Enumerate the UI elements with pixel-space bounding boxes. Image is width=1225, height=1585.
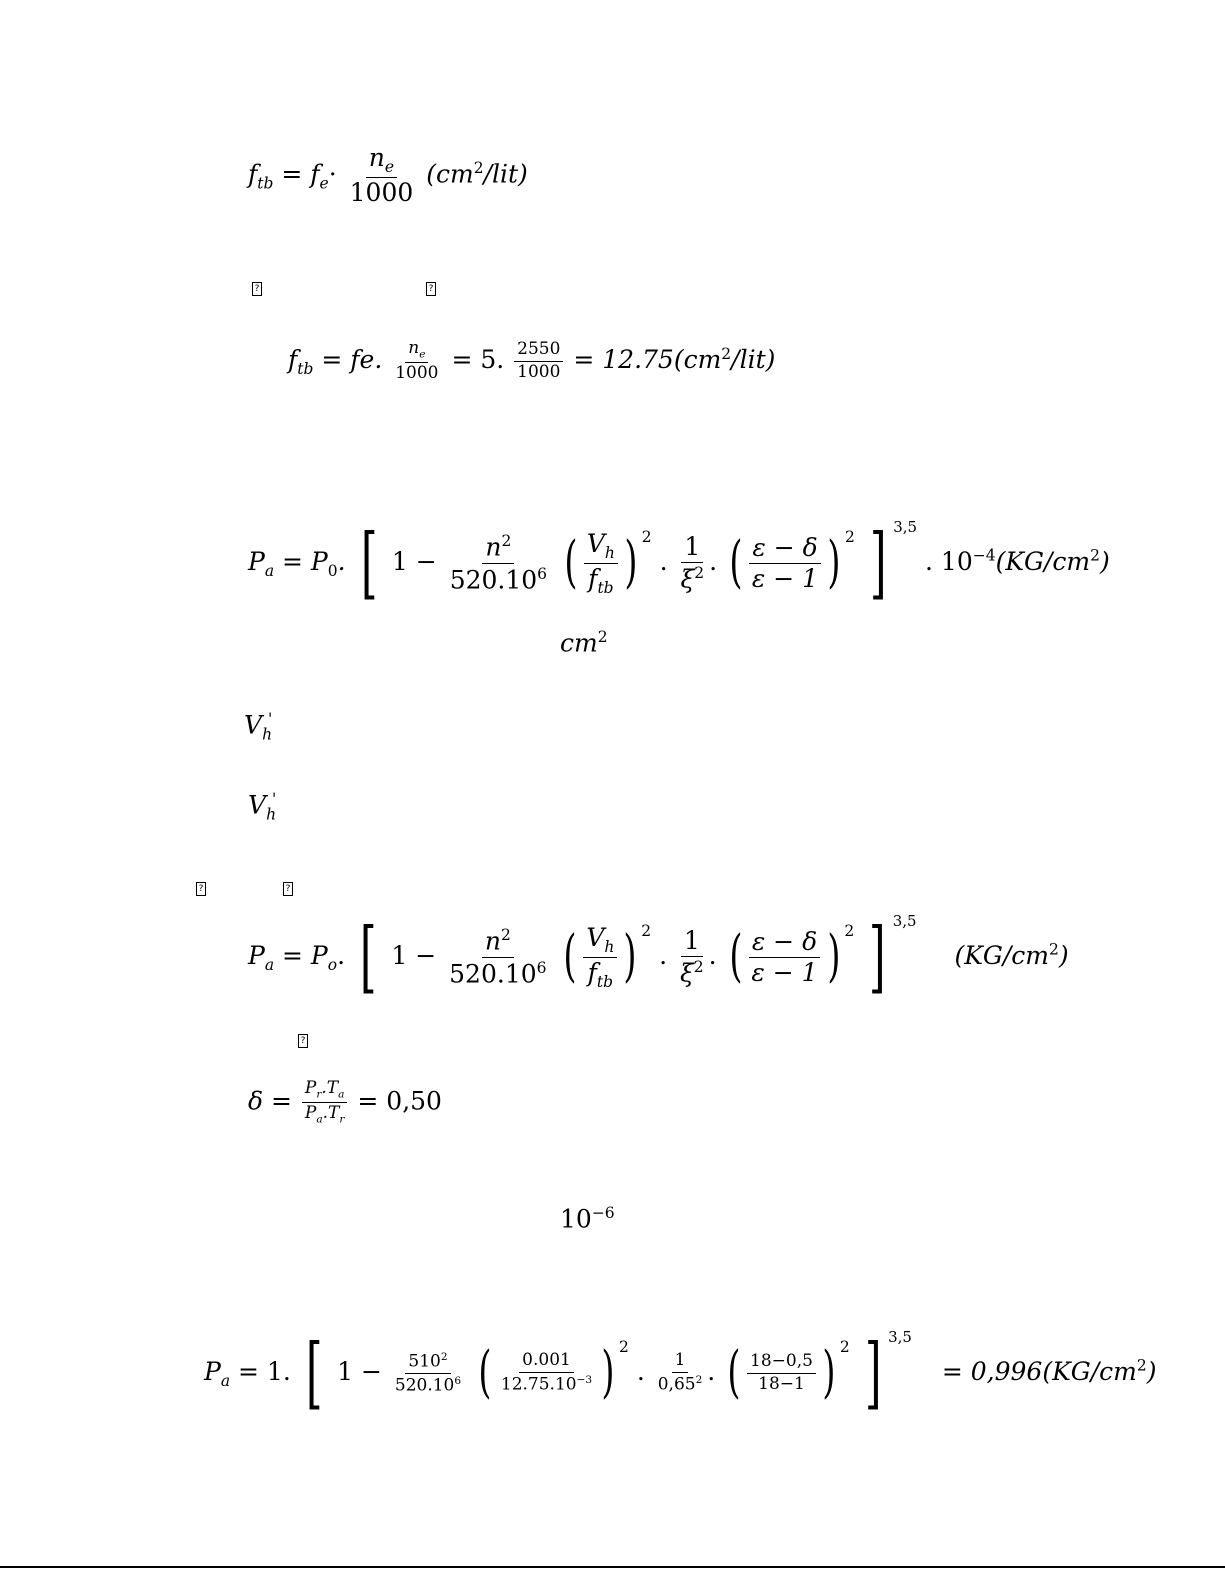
missing-glyph-icon: ? xyxy=(196,882,206,896)
equation-ftb-definition: $f_{tb} = f_e\cdot$ $\frac{n_e}{1000}$ $(cm^2/lit)$ xyxy=(248,143,528,208)
equation-ftb-calculation: $f_{tb}$ = fe. $\frac{n_e}{1000}$ = 5. $\frac{2550}{1000}$ = $12.75(cm^2/lit)$ xyxy=(288,338,776,384)
missing-glyph-icon: ? xyxy=(252,282,262,296)
fraction: $\frac{n_e}{1000}$ xyxy=(349,143,414,208)
symbol-vh-prime: $V_h'$ xyxy=(244,710,273,744)
page-bottom-rule xyxy=(0,1566,1225,1568)
unit-cm2: $cm^2$ xyxy=(560,628,608,658)
symbol-vh-prime: $V_h'$ xyxy=(248,790,277,824)
missing-glyph-icon: ? xyxy=(426,282,436,296)
equation-pa-numeric: $P_a = 1$. [ 1 − $\frac{510^2}{520.10^6}$ ( $\frac{0.001}{12.75.10^{-3}}$ ) $^2$ . $\frac{1}{0,65^2}$ . ( $\frac{18-0,5}{18-1}$ ) $^2$ ] $^{3,5} = 0,996(KG/cm^2)$ xyxy=(204,1328,1157,1419)
power-ten-neg6: $10^{-6}$ xyxy=(560,1204,615,1234)
equation-pa-general: $P_a = P_0$. [ 1 − $\frac{n^2}{520.10^6}$ ( $\frac{V_h}{f_{tb}}$ ) $^2$ . $\frac{1}{\xi^2}$ . ( $\frac{\varepsilon - \delta}{\varepsilon - 1}$ ) $^2$ ] $^{3,5}$ . $10^{-4}(KG/cm^2)$ xyxy=(248,518,1110,609)
missing-glyph-icon: ? xyxy=(298,1034,308,1048)
missing-glyph-icon: ? xyxy=(283,882,293,896)
equation-pa-simplified: $P_a = P_o$. [ 1 − $\frac{n^2}{520.10^6}$ ( $\frac{V_h}{f_{tb}}$ ) $^2$ . $\frac{1}{\xi^2}$ . ( $\frac{\varepsilon - \delta}{\varepsilon - 1}$ ) $^2$ ] $^{3,5}$ $(KG/cm^2)$ xyxy=(248,912,1069,1003)
equation-delta: δ = $\frac{P_r.T_a}{P_a.T_r}$ = 0,50 xyxy=(248,1078,442,1126)
